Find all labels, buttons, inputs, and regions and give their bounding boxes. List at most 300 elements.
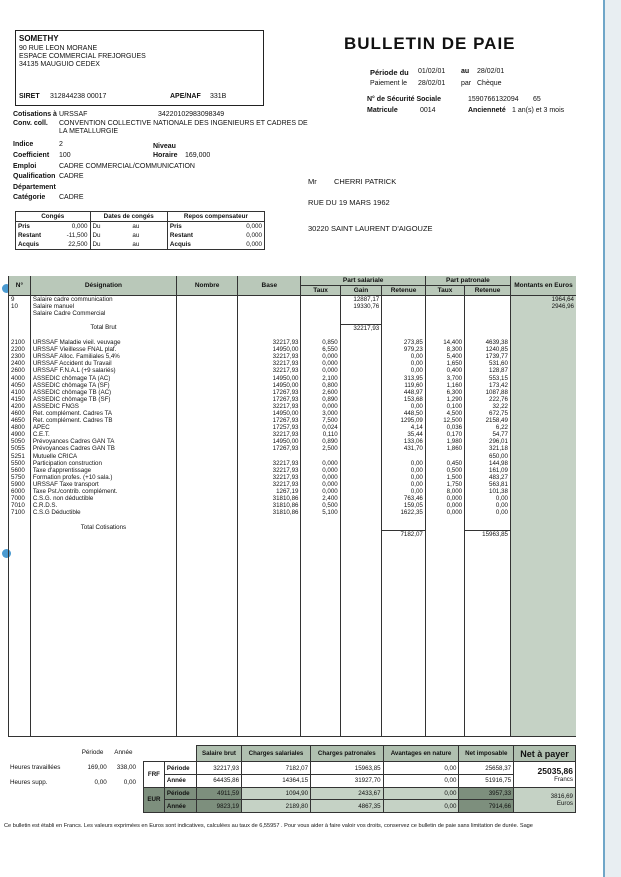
- line-base: 31810,86: [238, 495, 301, 502]
- line-montant-euros: [510, 474, 576, 481]
- table-row: [9, 389, 577, 396]
- line-designation: [30, 332, 176, 339]
- info-value-emploi: CADRE COMMERCIAL/COMMUNICATION: [59, 163, 195, 170]
- ape-label: APE/NAF: [170, 93, 201, 100]
- info-extra-cotisations: 34220102983098349: [158, 111, 225, 118]
- line-gain: [340, 375, 381, 382]
- footer-note: Ce bulletin est établi en Francs. Les valeurs exprimées en Euros sont indicatives, calculées au taux de 6,55957 . Pour vous aider à faire valoir vos droits, conservez ce bulletin de paie sans limitation de durée. Sage: [4, 823, 533, 829]
- line-number: 5500: [9, 460, 31, 467]
- table-row: [9, 495, 577, 502]
- line-taux-patronal: [425, 453, 464, 460]
- table-row: [9, 481, 577, 488]
- line-number: 4800: [9, 424, 31, 431]
- info-value-cotisations: URSSAF: [59, 111, 88, 118]
- line-number: 4200: [9, 403, 31, 410]
- line-taux: 2,400: [301, 495, 340, 502]
- info-label-departement: Département: [13, 184, 56, 191]
- filler-cell: [425, 538, 464, 736]
- line-retenue-patronale: [465, 524, 511, 531]
- line-designation: Salaire manuel: [30, 303, 176, 310]
- hours-worked-annee: 338,00: [116, 764, 136, 771]
- line-nombre: [177, 360, 238, 367]
- line-retenue: 763,46: [382, 495, 426, 502]
- line-retenue: 7182,07: [382, 531, 426, 539]
- leave-value-restant: -11,500: [66, 232, 88, 239]
- line-retenue-patronale: 0,00: [465, 509, 511, 516]
- line-montant-euros: [510, 445, 576, 452]
- line-designation: URSSAF Maladie vieil. veuvage: [30, 339, 176, 346]
- line-number: 4650: [9, 417, 31, 424]
- line-nombre: [177, 396, 238, 403]
- line-retenue-patronale: 0,00: [465, 495, 511, 502]
- payslip-grid: [8, 276, 576, 736]
- line-retenue-patronale: 1739,77: [465, 353, 511, 360]
- line-montant-euros: [510, 531, 576, 539]
- hours-worked-label: Heures travaillées: [10, 764, 61, 771]
- line-gain: 19330,76: [340, 303, 381, 310]
- col-gain: Gain: [340, 286, 381, 296]
- frf-a-avantages: 0,00: [383, 775, 459, 788]
- line-designation: URSSAF Taxe transport: [30, 481, 176, 488]
- filler-cell: [510, 538, 576, 736]
- leave-du-restant: Du: [90, 231, 130, 240]
- line-gain: [340, 509, 381, 516]
- line-taux-patronal: 0,170: [425, 431, 464, 438]
- line-gain: [340, 353, 381, 360]
- line-gain: [340, 317, 381, 324]
- line-designation: URSSAF Alloc. Familiales 5,4%: [30, 353, 176, 360]
- hours-periode-header: Période: [81, 749, 104, 756]
- line-retenue: [382, 453, 426, 460]
- net-pay-frf: 25035,86: [537, 766, 573, 777]
- line-retenue-patronale: 161,09: [465, 467, 511, 474]
- info-label-qualification: Qualification: [13, 173, 56, 180]
- line-taux: 0,000: [301, 474, 340, 481]
- line-designation: URSSAF Accident du Travail: [30, 360, 176, 367]
- table-row: [9, 488, 577, 495]
- table-row: [9, 467, 577, 474]
- line-number: 5055: [9, 445, 31, 452]
- line-retenue: 448,50: [382, 410, 426, 417]
- line-retenue-patronale: 0,00: [465, 502, 511, 509]
- col-designation: Désignation: [30, 276, 176, 296]
- line-base: 32217,93: [238, 339, 301, 346]
- company-address-3: 34135 MAUGUIO CEDEX: [19, 61, 100, 68]
- line-designation: [30, 317, 176, 324]
- line-retenue: 0,00: [382, 360, 426, 367]
- line-montant-euros: [510, 360, 576, 367]
- eur-label: EUR: [144, 787, 165, 812]
- line-retenue: 159,05: [382, 502, 426, 509]
- line-gain: [340, 360, 381, 367]
- line-retenue: 0,00: [382, 367, 426, 374]
- col-taux-patronal: Taux: [425, 286, 464, 296]
- sum-h-charges-sal: Charges salariales: [242, 746, 311, 762]
- line-retenue: [382, 324, 426, 332]
- line-taux-patronal: 1,290: [425, 396, 464, 403]
- line-taux: [301, 296, 340, 304]
- line-taux-patronal: 0,000: [425, 509, 464, 516]
- line-retenue: 0,00: [382, 488, 426, 495]
- line-retenue-patronale: [465, 516, 511, 523]
- line-base: [238, 516, 301, 523]
- line-taux: 2,500: [301, 445, 340, 452]
- line-nombre: [177, 531, 238, 539]
- line-base: 14950,00: [238, 346, 301, 353]
- line-nombre: [177, 332, 238, 339]
- line-retenue: 0,00: [382, 403, 426, 410]
- line-taux-patronal: 12,500: [425, 417, 464, 424]
- line-nombre: [177, 353, 238, 360]
- line-retenue: 0,00: [382, 474, 426, 481]
- info-label-niveau: Niveau: [153, 143, 176, 150]
- frf-a-charges-sal: 14364,15: [242, 775, 311, 788]
- line-designation: C.S.G Déductible: [30, 509, 176, 516]
- eur-a-net-imposable: 7914,66: [459, 800, 514, 813]
- line-number: 4600: [9, 410, 31, 417]
- payment-method: Chèque: [477, 80, 502, 87]
- line-gain: [340, 382, 381, 389]
- line-base: [238, 296, 301, 304]
- line-base: [238, 310, 301, 317]
- line-base: 32217,93: [238, 353, 301, 360]
- line-gain: [340, 332, 381, 339]
- line-number: 5600: [9, 467, 31, 474]
- line-designation: Taxe d'apprentissage: [30, 467, 176, 474]
- line-number: 4900: [9, 431, 31, 438]
- filler-cell: [301, 538, 340, 736]
- table-row: [9, 317, 577, 324]
- leave-value-pris: 0,000: [71, 223, 88, 230]
- line-taux: [301, 531, 340, 539]
- line-gain: [340, 431, 381, 438]
- conges-title: Congés: [16, 212, 91, 222]
- summary-table: [143, 745, 576, 813]
- line-number: 5900: [9, 481, 31, 488]
- line-nombre: [177, 431, 238, 438]
- line-taux: 6,550: [301, 346, 340, 353]
- eur-a-brut: 9823,19: [196, 800, 241, 813]
- line-taux: [301, 324, 340, 332]
- line-montant-euros: [510, 431, 576, 438]
- line-number: 4100: [9, 389, 31, 396]
- line-taux: 0,800: [301, 382, 340, 389]
- line-number: 5750: [9, 474, 31, 481]
- line-retenue: [382, 524, 426, 531]
- line-montant-euros: [510, 438, 576, 445]
- line-retenue: [382, 516, 426, 523]
- net-pay-eur-unit: Euros: [556, 799, 573, 807]
- filler-cell: [177, 538, 238, 736]
- line-number: 4050: [9, 382, 31, 389]
- line-taux-patronal: [425, 332, 464, 339]
- info-value-categorie: CADRE: [59, 194, 84, 201]
- line-taux: 5,100: [301, 509, 340, 516]
- line-taux-patronal: [425, 516, 464, 523]
- line-base: 17267,93: [238, 389, 301, 396]
- eur-p-net-imposable: 3957,33: [459, 787, 514, 800]
- table-row: [9, 296, 577, 304]
- line-number: 7100: [9, 509, 31, 516]
- line-taux-patronal: 0,500: [425, 467, 464, 474]
- line-retenue: 0,00: [382, 481, 426, 488]
- repos-value-restant: 0,000: [223, 231, 264, 240]
- line-nombre: [177, 324, 238, 332]
- info-label-categorie: Catégorie: [13, 194, 46, 201]
- line-retenue-patronale: 563,81: [465, 481, 511, 488]
- line-taux: 0,890: [301, 438, 340, 445]
- line-designation: Total Cotisations: [30, 524, 176, 531]
- line-gain: [340, 410, 381, 417]
- line-number: 5050: [9, 438, 31, 445]
- line-designation: ASSEDIC chômage TA (AC): [30, 375, 176, 382]
- dates-title: Dates de congés: [90, 212, 167, 222]
- line-nombre: [177, 375, 238, 382]
- line-retenue-patronale: 32,22: [465, 403, 511, 410]
- line-base: 17257,93: [238, 424, 301, 431]
- line-taux: 0,000: [301, 481, 340, 488]
- table-row: [9, 367, 577, 374]
- line-nombre: [177, 296, 238, 304]
- table-row: [9, 502, 577, 509]
- line-designation: C.E.T.: [30, 431, 176, 438]
- repos-value-acquis: 0,000: [223, 240, 264, 250]
- line-nombre: [177, 460, 238, 467]
- line-montant-euros: [510, 310, 576, 317]
- line-number: 4000: [9, 375, 31, 382]
- line-gain: [340, 339, 381, 346]
- table-row: [9, 410, 577, 417]
- line-gain: [340, 396, 381, 403]
- line-taux: 0,500: [301, 502, 340, 509]
- table-row: [9, 438, 577, 445]
- line-montant-euros: 2946,96: [510, 303, 576, 310]
- line-retenue: 1295,09: [382, 417, 426, 424]
- line-montant-euros: [510, 460, 576, 467]
- line-nombre: [177, 502, 238, 509]
- line-nombre: [177, 339, 238, 346]
- line-designation: Participation construction: [30, 460, 176, 467]
- line-montant-euros: [510, 502, 576, 509]
- line-retenue: 1622,35: [382, 509, 426, 516]
- line-retenue-patronale: 101,38: [465, 488, 511, 495]
- info-label-horaire: Horaire: [153, 152, 178, 159]
- line-nombre: [177, 382, 238, 389]
- line-retenue: 448,97: [382, 389, 426, 396]
- line-retenue: 119,60: [382, 382, 426, 389]
- line-gain: [340, 310, 381, 317]
- line-base: 14950,00: [238, 382, 301, 389]
- line-nombre: [177, 445, 238, 452]
- table-row: [9, 396, 577, 403]
- line-base: 14950,00: [238, 410, 301, 417]
- line-nombre: [177, 453, 238, 460]
- col-part-salariale: Part salariale: [301, 276, 425, 286]
- line-taux: [301, 303, 340, 310]
- line-montant-euros: [510, 488, 576, 495]
- line-retenue: 979,23: [382, 346, 426, 353]
- filler-cell: [238, 538, 301, 736]
- line-base: [238, 324, 301, 332]
- line-base: 17267,93: [238, 417, 301, 424]
- line-taux-patronal: 8,000: [425, 488, 464, 495]
- frf-p-charges-sal: 7182,07: [242, 762, 311, 775]
- col-base: Base: [238, 276, 301, 296]
- line-nombre: [177, 481, 238, 488]
- table-row: [9, 346, 577, 353]
- line-designation: ASSEDIC chômage TB (SF): [30, 396, 176, 403]
- line-taux: 0,000: [301, 367, 340, 374]
- line-taux: [301, 516, 340, 523]
- table-row: [9, 353, 577, 360]
- line-retenue: 273,85: [382, 339, 426, 346]
- payment-par-label: par: [461, 80, 472, 87]
- line-base: 32217,93: [238, 403, 301, 410]
- line-taux-patronal: 5,400: [425, 353, 464, 360]
- line-base: 32217,93: [238, 431, 301, 438]
- col-taux: Taux: [301, 286, 340, 296]
- line-number: 2600: [9, 367, 31, 374]
- col-nombre: Nombre: [177, 276, 238, 296]
- line-retenue: [382, 303, 426, 310]
- line-montant-euros: [510, 339, 576, 346]
- info-value-coefficient: 100: [59, 152, 71, 159]
- table-row: [9, 403, 577, 410]
- line-base: 31810,86: [238, 509, 301, 516]
- line-retenue: 0,00: [382, 467, 426, 474]
- line-gain: 12887,17: [340, 296, 381, 304]
- siret-value: 312844238 00017: [50, 93, 107, 100]
- hours-extra-periode: 0,00: [94, 779, 107, 786]
- col-retenue-patronale: Retenue: [465, 286, 511, 296]
- line-nombre: [177, 438, 238, 445]
- line-taux-patronal: 0,036: [425, 424, 464, 431]
- eur-periode-label: Période: [164, 787, 196, 800]
- eur-a-avantages: 0,00: [383, 800, 459, 813]
- line-gain: [340, 474, 381, 481]
- line-number: [9, 310, 31, 317]
- frf-label: FRF: [144, 762, 165, 787]
- line-taux: [301, 317, 340, 324]
- line-taux-patronal: 8,300: [425, 346, 464, 353]
- line-retenue-patronale: [465, 317, 511, 324]
- repos-value-pris: 0,000: [223, 222, 264, 232]
- line-number: 5251: [9, 453, 31, 460]
- line-gain: [340, 481, 381, 488]
- line-retenue-patronale: 553,15: [465, 375, 511, 382]
- line-retenue-patronale: [465, 310, 511, 317]
- line-retenue-patronale: 296,01: [465, 438, 511, 445]
- frf-p-charges-pat: 15963,85: [311, 762, 384, 775]
- line-taux: 0,110: [301, 431, 340, 438]
- line-gain: [340, 488, 381, 495]
- payment-label: Paiement le: [370, 80, 407, 87]
- filler-cell: [465, 538, 511, 736]
- ss-label: N° de Sécurité Sociale: [367, 96, 441, 103]
- line-nombre: [177, 424, 238, 431]
- hours-worked-periode: 169,00: [87, 764, 107, 771]
- line-nombre: [177, 474, 238, 481]
- net-pay-eur: 3816,69: [550, 792, 573, 800]
- line-taux-patronal: [425, 303, 464, 310]
- line-gain: [340, 531, 381, 539]
- eur-p-charges-pat: 2433,67: [311, 787, 384, 800]
- line-retenue-patronale: 222,76: [465, 396, 511, 403]
- line-base: [238, 531, 301, 539]
- recipient-civility: Mr: [308, 177, 317, 186]
- leave-au-restant: au: [132, 232, 140, 239]
- line-retenue-patronale: 483,27: [465, 474, 511, 481]
- hours-extra-label: Heures supp.: [10, 779, 48, 786]
- table-row: [9, 310, 577, 317]
- line-taux-patronal: 1,500: [425, 474, 464, 481]
- line-number: [9, 324, 31, 332]
- line-designation: Formation profes. (+10 sala.): [30, 474, 176, 481]
- line-gain: [340, 389, 381, 396]
- line-retenue-patronale: [465, 303, 511, 310]
- line-gain: [340, 417, 381, 424]
- table-row: [9, 339, 577, 346]
- line-number: 2100: [9, 339, 31, 346]
- line-taux-patronal: 0,100: [425, 403, 464, 410]
- company-address-2: ESPACE COMMERCIAL FREJORGUES: [19, 53, 146, 60]
- line-montant-euros: [510, 324, 576, 332]
- frf-p-brut: 32217,93: [196, 762, 241, 775]
- line-designation: Mutuelle CRICA: [30, 453, 176, 460]
- table-row: [9, 453, 577, 460]
- line-base: [238, 303, 301, 310]
- info-label-conv: Conv. coll.: [13, 120, 48, 127]
- document-title: BULLETIN DE PAIE: [344, 34, 516, 53]
- line-number: [9, 332, 31, 339]
- line-retenue-patronale: [465, 324, 511, 332]
- line-base: 32217,93: [238, 467, 301, 474]
- line-number: [9, 524, 31, 531]
- line-gain: [340, 460, 381, 467]
- period-to-label: au: [461, 68, 470, 75]
- line-montant-euros: [510, 396, 576, 403]
- recipient-name: CHERRI PATRICK: [334, 177, 397, 186]
- line-montant-euros: [510, 403, 576, 410]
- line-taux-patronal: 1,160: [425, 382, 464, 389]
- line-retenue: [382, 317, 426, 324]
- line-taux: [301, 332, 340, 339]
- table-row: [9, 431, 577, 438]
- line-taux-patronal: 1,650: [425, 360, 464, 367]
- line-base: 14950,00: [238, 375, 301, 382]
- line-base: 32217,93: [238, 474, 301, 481]
- line-number: 2400: [9, 360, 31, 367]
- line-gain: [340, 502, 381, 509]
- table-row: [9, 360, 577, 367]
- line-montant-euros: [510, 495, 576, 502]
- line-taux-patronal: 1,750: [425, 481, 464, 488]
- line-designation: Ret. complément. Cadres TB: [30, 417, 176, 424]
- leave-du-pris: Du: [90, 222, 130, 232]
- line-taux: 2,100: [301, 375, 340, 382]
- line-montant-euros: [510, 353, 576, 360]
- table-row: [9, 524, 577, 531]
- eur-p-brut: 4911,59: [196, 787, 241, 800]
- line-taux-patronal: 0,450: [425, 460, 464, 467]
- line-gain: [340, 367, 381, 374]
- line-taux-patronal: [425, 524, 464, 531]
- info-label-emploi: Emploi: [13, 163, 37, 170]
- frf-annee-label: Année: [164, 775, 196, 788]
- company-address-1: 90 RUE LEON MORANE: [19, 45, 98, 52]
- line-number: 7000: [9, 495, 31, 502]
- line-retenue-patronale: [465, 332, 511, 339]
